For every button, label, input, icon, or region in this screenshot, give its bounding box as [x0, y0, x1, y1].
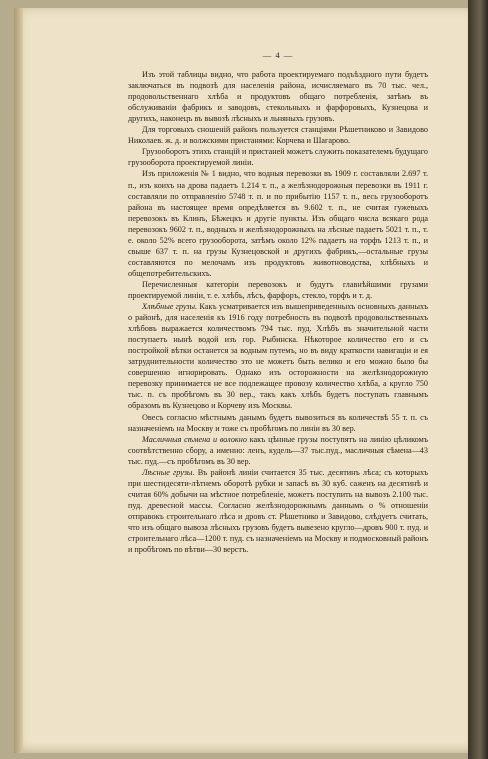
paragraph-trade-stations: Для торговыхъ сношеній районъ пользуется станціями Рѣшетниково и Завидово Николаев. ж. д. и волжскими пристанями: Корчева и Шагарово. [128, 125, 428, 146]
section-text: какъ цѣнные грузы поступятъ на линію цѣликомъ соотвѣтственно сбору, а именно: ленъ, кудель—37 тыс.пуд., масличныя сѣмена—43 тыс. пуд.—съ пробѣгомъ въ 30 вер. [128, 434, 429, 466]
page-sheet [14, 8, 488, 753]
section-oats [128, 412, 428, 434]
page-number: — 4 — [262, 50, 294, 60]
section-text: Овесъ согласно мѣстнымъ данымъ будетъ вывозиться въ количествѣ 55 т. п. съ назначеніемъ на Москву и тоже съ пробѣгомъ по линіи въ 30 вер. [128, 412, 428, 433]
section-oilseeds [128, 434, 428, 467]
section-text: Въ районѣ линіи считается 35 тыс. десятинъ лѣса; съ которыхъ при шестидесяти-лѣтнемъ оборотѣ рубки и запасѣ въ 30 куб. саженъ на десятинѣ и считая 60% добычи на мѣстное потребленіе, можетъ поступить на вывозъ 2.100 тыс. пуд. древесной массы. Согласно желѣзнодорожнымъ даннымъ о % отношеніи отправокъ строительнаго лѣса и дровъ ст. Рѣшетнико и Завидово, слѣдуетъ считать, что изъ общаго вывоза лѣсныхъ грузовъ будетъ вывезено кругло—дровъ 900 т. пуд. и строительнаго лѣса—1200 т. пуд. съ назначеніемъ на Москву и подмосковный районъ и пробѣгомъ по вѣтви—30 верстъ. [128, 467, 428, 555]
paragraph-cargo-categories: Перечисленныя категоріи перевозокъ и будутъ главнѣйшими грузами проектируемой линіи, т. е. хлѣбъ, лѣсъ, фарфоръ, стекло, торфъ и т. д. [128, 279, 428, 300]
section-heading: Масличныя сѣмена и волокно [142, 434, 247, 444]
paragraph-freight-turnover: Грузооборотъ этихъ станцій и пристаней можетъ служить показателемъ будущаго грузооборота проектируемой линіи. [128, 147, 428, 168]
document-body [128, 50, 428, 555]
scan-edge-strip [468, 0, 488, 759]
section-heading: Лѣсные грузы. [142, 467, 195, 477]
section-timber [128, 467, 428, 555]
paragraph-appendix-data: Изъ приложенія № 1 видно, что водныя перевозки въ 1909 г. составляли 2.697 т. п., изъ коихъ на дрова падаетъ 1.214 т. п., а желѣзнодорожныя перевозки въ 1911 г. составляли по отправленію 5748 т. п. и по прибытію 1157 т. п., весь грузооборотъ района въ настоящее время опредѣляется въ 9.602 т. п., не считая гужевыхъ перевозокъ въ Клинъ, Бѣжецкъ и другіе пункты. Изъ общаго числа всякаго рода перевозокъ 9602 т. п., водныхъ и желѣзнодорожныхъ на лѣсные падаетъ 5021 т. п., т. е. около 52% всего грузооборота, затѣмъ около 12% падаетъ на торфъ 1213 т. п., и свыше 637 т. п. на грузы Кузнецовской и другихъ фабрикъ,—остальные грузы составляются по мелочамъ изъ продуктовъ животноводства, хлѣбныхъ и общепотребительскихъ. [128, 169, 428, 278]
paragraph-intro: Изъ этой таблицы видно, что работа проектируемаго подъѣздного пути будетъ заключаться въ подвозѣ для населенія района, исчисляемаго въ 70 тыс. чел., продовольственнаго хлѣба и продуктовъ общаго потребленія, затѣмъ въ обслуживаніи фабрикъ и заводовъ, стекольныхъ и фарфоровыхъ, Кузнецова и другихъ, наконецъ въ вывозѣ лѣсныхъ и льняныхъ грузовъ. [128, 70, 428, 124]
section-heading: Хлѣбные грузы. [142, 302, 198, 312]
section-text: Какъ усматривается изъ вышеприведенныхъ основныхъ данныхъ о районѣ, для населенія къ 1916 году потребность въ подвозѣ продовольственныхъ хлѣбовъ выражается количествомъ 794 тыс. пуд. Хлѣбъ въ значительной части поступаетъ нынѣ водой изъ гор. Рыбинска. Нѣкоторое количество его и съ постройкой вѣтки останется за водным путемъ, но въ виду краткости навигаціи и ея затруднительности количество это не можетъ быть велико и его можно было бы совершенно игнорировать. Однако изъ осторожности на желѣзнодорожную перевозку принимается не все подлежащее провозу количество хлѣба, а кругло 750 тыс. п. съ пробѣгомъ въ 30 вер., такъ какъ хлѣбъ будетъ поступать главнымъ образомъ въ Кузнецово и Корчеву изъ Москвы. [128, 302, 429, 411]
binding-gutter [14, 8, 23, 753]
section-grain [128, 301, 428, 411]
